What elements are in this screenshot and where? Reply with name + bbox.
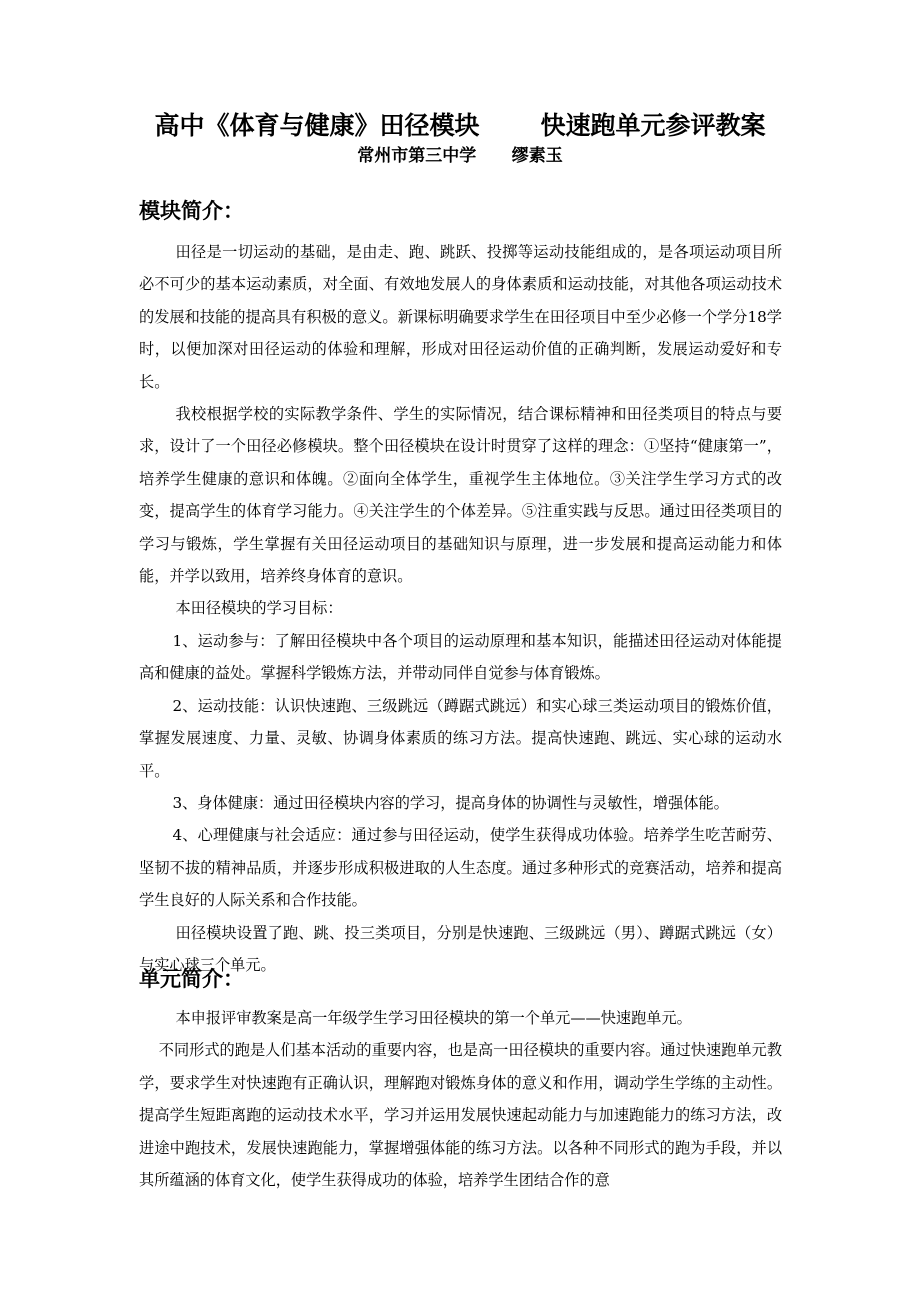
learning-goal-item: 4、心理健康与社会适应：通过参与田径运动，使学生获得成功体验。培养学生吃苦耐劳、坚韧不拔的精神品质，并逐步形成积极进取的人生态度。通过多种形式的竞赛活动，培养和提高学生良好的人际关系和合作技能。 (139, 826, 782, 910)
learning-goal-item: 1、运动参与：了解田径模块中各个项目的运动原理和基本知识，能描述田径运动对体能提高和健康的益处。掌握科学锻炼方法，并带动同伴自觉参与体育锻炼。 (139, 631, 782, 683)
module-intro-paragraph: 田径模块设置了跑、跳、投三类项目，分别是快速跑、三级跳远（男）、蹲踞式跳远（女）与实心球三个单元。 (139, 923, 782, 974)
unit-intro-body (139, 1002, 782, 1196)
module-intro-paragraph: 本田径模块的学习目标： (175, 599, 343, 618)
unit-intro-paragraph: 本申报评审教案是高一年级学生学习田径模块的第一个单元——快速跑单元。 (175, 1009, 692, 1027)
learning-goal-item: 2、运动技能：认识快速跑、三级跳远（蹲踞式跳远）和实心球三类运动项目的锻炼价值，掌握发展速度、力量、灵敏、协调身体素质的练习方法。提高快速跑、跳远、实心球的运动水平。 (139, 696, 782, 780)
module-intro-body (139, 236, 782, 981)
document-author: 常州市第三中学 缪素玉 (357, 146, 563, 166)
module-intro-paragraph: 田径是一切运动的基础，是由走、跑、跳跃、投掷等运动技能组成的，是各项运动项目所必不可少的基本运动素质，对全面、有效地发展人的身体素质和运动技能，对其他各项运动技术的发展和技能的提高具有积极的意义。新课标明确要求学生在田径项目中至少必修一个学分18学时，以便加深对田径运动的体验和理解，形成对田径运动价值的正确判断，发展运动爱好和专长。 (139, 243, 782, 391)
unit-intro-heading: 单元简介： (139, 967, 244, 991)
learning-goal-item: 3、身体健康：通过田径模块内容的学习，提高身体的协调性与灵敏性，增强体能。 (172, 793, 729, 812)
document-title: 高中《体育与健康》田径模块 快速跑单元参评教案 (154, 111, 766, 140)
module-intro-heading: 模块简介： (139, 199, 244, 223)
module-intro-paragraph: 我校根据学校的实际教学条件、学生的实际情况，结合课标精神和田径类项目的特点与要求，设计了一个田径必修模块。整个田径模块在设计时贯穿了这样的理念：①坚持“健康第一”，培养学生健康的意识和体魄。②面向全体学生，重视学生主体地位。③关注学生学习方式的改变，提高学生的体育学习能力。④关注学生的个体差异。⑤注重实践与反思。通过田径类项目的学习与锻炼，学生掌握有关田径运动项目的基础知识与原理，进一步发展和提高运动能力和体能，并学以致用，培养终身体育的意识。 (139, 405, 782, 586)
unit-intro-paragraph: 不同形式的跑是人们基本活动的重要内容，也是高一田径模块的重要内容。通过快速跑单元教学，要求学生对快速跑有正确认识，理解跑对锻炼身体的意义和作用，调动学生学练的主动性。提高学生短距离跑的运动技术水平，学习并运用发展快速起动能力与加速跑能力的练习方法，改进途中跑技术，发展快速跑能力，掌握增强体能的练习方法。以各种不同形式的跑为手段，并以其所蕴涵的体育文化，使学生获得成功的体验，培养学生团结合作的意 (139, 1041, 782, 1190)
